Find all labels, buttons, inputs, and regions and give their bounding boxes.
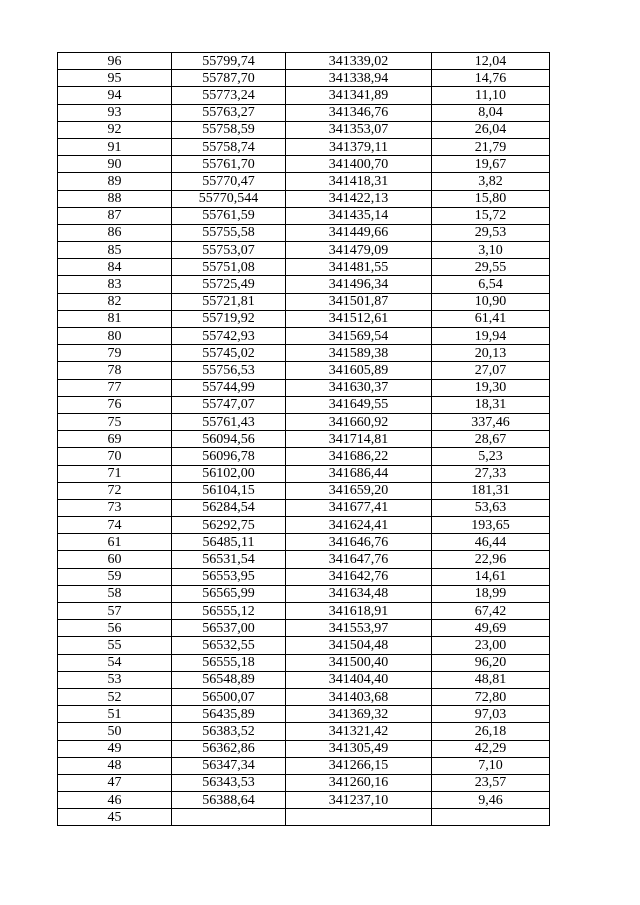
x-coordinate-cell: 56102,00 xyxy=(172,465,286,482)
x-coordinate-cell: 56362,86 xyxy=(172,740,286,757)
x-coordinate-cell: 56383,52 xyxy=(172,723,286,740)
distance-cell: 14,76 xyxy=(432,70,550,87)
distance-cell: 18,31 xyxy=(432,396,550,413)
table-row xyxy=(58,637,550,654)
y-coordinate-cell: 341660,92 xyxy=(286,413,432,430)
y-coordinate-cell: 341479,09 xyxy=(286,242,432,259)
y-coordinate-cell: 341642,76 xyxy=(286,568,432,585)
y-coordinate-cell: 341569,54 xyxy=(286,328,432,345)
y-coordinate-cell: 341338,94 xyxy=(286,70,432,87)
point-number-cell: 48 xyxy=(58,757,172,774)
table-row xyxy=(58,207,550,224)
point-number-cell: 88 xyxy=(58,190,172,207)
y-coordinate-cell: 341435,14 xyxy=(286,207,432,224)
table-row xyxy=(58,345,550,362)
x-coordinate-cell: 56553,95 xyxy=(172,568,286,585)
distance-cell: 14,61 xyxy=(432,568,550,585)
point-number-cell: 54 xyxy=(58,654,172,671)
x-coordinate-cell: 56531,54 xyxy=(172,551,286,568)
x-coordinate-cell: 56094,56 xyxy=(172,431,286,448)
table-row xyxy=(58,620,550,637)
x-coordinate-cell: 55763,27 xyxy=(172,104,286,121)
distance-cell: 46,44 xyxy=(432,534,550,551)
x-coordinate-cell: 56292,75 xyxy=(172,517,286,534)
distance-cell: 21,79 xyxy=(432,138,550,155)
x-coordinate-cell: 56565,99 xyxy=(172,585,286,602)
y-coordinate-cell: 341400,70 xyxy=(286,156,432,173)
y-coordinate-cell: 341339,02 xyxy=(286,53,432,70)
x-coordinate-cell: 55744,99 xyxy=(172,379,286,396)
distance-cell: 61,41 xyxy=(432,310,550,327)
distance-cell: 8,04 xyxy=(432,104,550,121)
table-row xyxy=(58,413,550,430)
point-number-cell: 46 xyxy=(58,792,172,809)
point-number-cell: 47 xyxy=(58,774,172,791)
table-row xyxy=(58,276,550,293)
point-number-cell: 96 xyxy=(58,53,172,70)
x-coordinate-cell: 55753,07 xyxy=(172,242,286,259)
table-row xyxy=(58,328,550,345)
table-row xyxy=(58,585,550,602)
distance-cell: 181,31 xyxy=(432,482,550,499)
table-row xyxy=(58,792,550,809)
x-coordinate-cell: 55742,93 xyxy=(172,328,286,345)
x-coordinate-cell: 56347,34 xyxy=(172,757,286,774)
y-coordinate-cell: 341305,49 xyxy=(286,740,432,757)
x-coordinate-cell: 56555,18 xyxy=(172,654,286,671)
y-coordinate-cell: 341504,48 xyxy=(286,637,432,654)
point-number-cell: 52 xyxy=(58,688,172,705)
x-coordinate-cell: 55725,49 xyxy=(172,276,286,293)
y-coordinate-cell: 341589,38 xyxy=(286,345,432,362)
y-coordinate-cell: 341321,42 xyxy=(286,723,432,740)
distance-cell: 19,67 xyxy=(432,156,550,173)
point-number-cell: 80 xyxy=(58,328,172,345)
table-row xyxy=(58,259,550,276)
point-number-cell: 87 xyxy=(58,207,172,224)
x-coordinate-cell: 55755,58 xyxy=(172,224,286,241)
distance-cell: 7,10 xyxy=(432,757,550,774)
y-coordinate-cell: 341649,55 xyxy=(286,396,432,413)
y-coordinate-cell: 341686,44 xyxy=(286,465,432,482)
point-number-cell: 58 xyxy=(58,585,172,602)
distance-cell: 42,29 xyxy=(432,740,550,757)
table-row xyxy=(58,362,550,379)
point-number-cell: 51 xyxy=(58,706,172,723)
y-coordinate-cell: 341237,10 xyxy=(286,792,432,809)
x-coordinate-cell: 55745,02 xyxy=(172,345,286,362)
distance-cell: 19,30 xyxy=(432,379,550,396)
distance-cell xyxy=(432,809,550,826)
x-coordinate-cell: 55758,74 xyxy=(172,138,286,155)
point-number-cell: 55 xyxy=(58,637,172,654)
point-number-cell: 81 xyxy=(58,310,172,327)
distance-cell: 49,69 xyxy=(432,620,550,637)
y-coordinate-cell: 341496,34 xyxy=(286,276,432,293)
table-row xyxy=(58,173,550,190)
table-row xyxy=(58,671,550,688)
distance-cell: 18,99 xyxy=(432,585,550,602)
point-number-cell: 76 xyxy=(58,396,172,413)
table-row xyxy=(58,568,550,585)
table-row xyxy=(58,379,550,396)
y-coordinate-cell: 341686,22 xyxy=(286,448,432,465)
x-coordinate-cell xyxy=(172,809,286,826)
distance-cell: 10,90 xyxy=(432,293,550,310)
distance-cell: 12,04 xyxy=(432,53,550,70)
distance-cell: 53,63 xyxy=(432,499,550,516)
distance-cell: 26,18 xyxy=(432,723,550,740)
point-number-cell: 59 xyxy=(58,568,172,585)
y-coordinate-cell: 341379,11 xyxy=(286,138,432,155)
table-row xyxy=(58,757,550,774)
distance-cell: 23,00 xyxy=(432,637,550,654)
distance-cell: 29,55 xyxy=(432,259,550,276)
x-coordinate-cell: 56104,15 xyxy=(172,482,286,499)
table-row xyxy=(58,242,550,259)
point-number-cell: 89 xyxy=(58,173,172,190)
table-row xyxy=(58,87,550,104)
table-row xyxy=(58,603,550,620)
x-coordinate-cell: 56548,89 xyxy=(172,671,286,688)
table-row xyxy=(58,774,550,791)
x-coordinate-cell: 55758,59 xyxy=(172,121,286,138)
point-number-cell: 95 xyxy=(58,70,172,87)
x-coordinate-cell: 56096,78 xyxy=(172,448,286,465)
table-row xyxy=(58,70,550,87)
point-number-cell: 72 xyxy=(58,482,172,499)
table-row xyxy=(58,138,550,155)
point-number-cell: 61 xyxy=(58,534,172,551)
table-row xyxy=(58,53,550,70)
y-coordinate-cell: 341659,20 xyxy=(286,482,432,499)
y-coordinate-cell: 341605,89 xyxy=(286,362,432,379)
x-coordinate-cell: 55721,81 xyxy=(172,293,286,310)
point-number-cell: 91 xyxy=(58,138,172,155)
y-coordinate-cell: 341500,40 xyxy=(286,654,432,671)
distance-cell: 67,42 xyxy=(432,603,550,620)
y-coordinate-cell: 341647,76 xyxy=(286,551,432,568)
table-row xyxy=(58,482,550,499)
distance-cell: 3,82 xyxy=(432,173,550,190)
y-coordinate-cell: 341449,66 xyxy=(286,224,432,241)
distance-cell: 26,04 xyxy=(432,121,550,138)
table-row xyxy=(58,534,550,551)
point-number-cell: 84 xyxy=(58,259,172,276)
point-number-cell: 74 xyxy=(58,517,172,534)
y-coordinate-cell: 341646,76 xyxy=(286,534,432,551)
distance-cell: 15,80 xyxy=(432,190,550,207)
y-coordinate-cell: 341553,97 xyxy=(286,620,432,637)
distance-cell: 5,23 xyxy=(432,448,550,465)
y-coordinate-cell: 341630,37 xyxy=(286,379,432,396)
y-coordinate-cell: 341618,91 xyxy=(286,603,432,620)
x-coordinate-cell: 56284,54 xyxy=(172,499,286,516)
distance-cell: 19,94 xyxy=(432,328,550,345)
distance-cell: 22,96 xyxy=(432,551,550,568)
point-number-cell: 49 xyxy=(58,740,172,757)
distance-cell: 72,80 xyxy=(432,688,550,705)
y-coordinate-cell: 341714,81 xyxy=(286,431,432,448)
x-coordinate-cell: 55799,74 xyxy=(172,53,286,70)
y-coordinate-cell: 341260,16 xyxy=(286,774,432,791)
table-row xyxy=(58,224,550,241)
y-coordinate-cell: 341404,40 xyxy=(286,671,432,688)
distance-cell: 29,53 xyxy=(432,224,550,241)
point-number-cell: 85 xyxy=(58,242,172,259)
distance-cell: 15,72 xyxy=(432,207,550,224)
y-coordinate-cell: 341341,89 xyxy=(286,87,432,104)
x-coordinate-cell: 55756,53 xyxy=(172,362,286,379)
table-row xyxy=(58,104,550,121)
table-row xyxy=(58,706,550,723)
y-coordinate-cell xyxy=(286,809,432,826)
table-row xyxy=(58,156,550,173)
table-row xyxy=(58,723,550,740)
y-coordinate-cell: 341418,31 xyxy=(286,173,432,190)
distance-cell: 20,13 xyxy=(432,345,550,362)
table-row xyxy=(58,190,550,207)
y-coordinate-cell: 341634,48 xyxy=(286,585,432,602)
point-number-cell: 50 xyxy=(58,723,172,740)
x-coordinate-cell: 56388,64 xyxy=(172,792,286,809)
x-coordinate-cell: 56555,12 xyxy=(172,603,286,620)
point-number-cell: 86 xyxy=(58,224,172,241)
distance-cell: 337,46 xyxy=(432,413,550,430)
x-coordinate-cell: 55751,08 xyxy=(172,259,286,276)
x-coordinate-cell: 56485,11 xyxy=(172,534,286,551)
distance-cell: 28,67 xyxy=(432,431,550,448)
x-coordinate-cell: 56537,00 xyxy=(172,620,286,637)
point-number-cell: 71 xyxy=(58,465,172,482)
point-number-cell: 90 xyxy=(58,156,172,173)
y-coordinate-cell: 341512,61 xyxy=(286,310,432,327)
table-row xyxy=(58,654,550,671)
x-coordinate-cell: 56500,07 xyxy=(172,688,286,705)
y-coordinate-cell: 341369,32 xyxy=(286,706,432,723)
y-coordinate-cell: 341422,13 xyxy=(286,190,432,207)
distance-cell: 193,65 xyxy=(432,517,550,534)
table-row xyxy=(58,551,550,568)
x-coordinate-cell: 55770,47 xyxy=(172,173,286,190)
point-number-cell: 94 xyxy=(58,87,172,104)
table-row xyxy=(58,465,550,482)
y-coordinate-cell: 341266,15 xyxy=(286,757,432,774)
x-coordinate-cell: 55770,544 xyxy=(172,190,286,207)
table-row xyxy=(58,517,550,534)
table-row xyxy=(58,396,550,413)
point-number-cell: 92 xyxy=(58,121,172,138)
table-row xyxy=(58,448,550,465)
distance-cell: 11,10 xyxy=(432,87,550,104)
y-coordinate-cell: 341353,07 xyxy=(286,121,432,138)
distance-cell: 3,10 xyxy=(432,242,550,259)
distance-cell: 27,07 xyxy=(432,362,550,379)
distance-cell: 27,33 xyxy=(432,465,550,482)
coordinates-table xyxy=(57,52,550,826)
table-row xyxy=(58,431,550,448)
table-row xyxy=(58,293,550,310)
point-number-cell: 57 xyxy=(58,603,172,620)
distance-cell: 9,46 xyxy=(432,792,550,809)
y-coordinate-cell: 341403,68 xyxy=(286,688,432,705)
distance-cell: 96,20 xyxy=(432,654,550,671)
point-number-cell: 83 xyxy=(58,276,172,293)
point-number-cell: 45 xyxy=(58,809,172,826)
distance-cell: 6,54 xyxy=(432,276,550,293)
coordinates-table-body xyxy=(58,53,550,826)
point-number-cell: 73 xyxy=(58,499,172,516)
y-coordinate-cell: 341677,41 xyxy=(286,499,432,516)
point-number-cell: 75 xyxy=(58,413,172,430)
table-row xyxy=(58,809,550,826)
y-coordinate-cell: 341346,76 xyxy=(286,104,432,121)
x-coordinate-cell: 55787,70 xyxy=(172,70,286,87)
point-number-cell: 53 xyxy=(58,671,172,688)
y-coordinate-cell: 341624,41 xyxy=(286,517,432,534)
x-coordinate-cell: 56435,89 xyxy=(172,706,286,723)
y-coordinate-cell: 341481,55 xyxy=(286,259,432,276)
x-coordinate-cell: 55747,07 xyxy=(172,396,286,413)
point-number-cell: 69 xyxy=(58,431,172,448)
point-number-cell: 82 xyxy=(58,293,172,310)
x-coordinate-cell: 55761,70 xyxy=(172,156,286,173)
point-number-cell: 93 xyxy=(58,104,172,121)
distance-cell: 97,03 xyxy=(432,706,550,723)
x-coordinate-cell: 55773,24 xyxy=(172,87,286,104)
table-row xyxy=(58,310,550,327)
table-row xyxy=(58,499,550,516)
y-coordinate-cell: 341501,87 xyxy=(286,293,432,310)
table-row xyxy=(58,688,550,705)
x-coordinate-cell: 55761,43 xyxy=(172,413,286,430)
x-coordinate-cell: 55719,92 xyxy=(172,310,286,327)
distance-cell: 23,57 xyxy=(432,774,550,791)
point-number-cell: 78 xyxy=(58,362,172,379)
table-row xyxy=(58,740,550,757)
x-coordinate-cell: 56343,53 xyxy=(172,774,286,791)
table-row xyxy=(58,121,550,138)
distance-cell: 48,81 xyxy=(432,671,550,688)
x-coordinate-cell: 55761,59 xyxy=(172,207,286,224)
point-number-cell: 60 xyxy=(58,551,172,568)
point-number-cell: 79 xyxy=(58,345,172,362)
point-number-cell: 77 xyxy=(58,379,172,396)
point-number-cell: 56 xyxy=(58,620,172,637)
x-coordinate-cell: 56532,55 xyxy=(172,637,286,654)
point-number-cell: 70 xyxy=(58,448,172,465)
